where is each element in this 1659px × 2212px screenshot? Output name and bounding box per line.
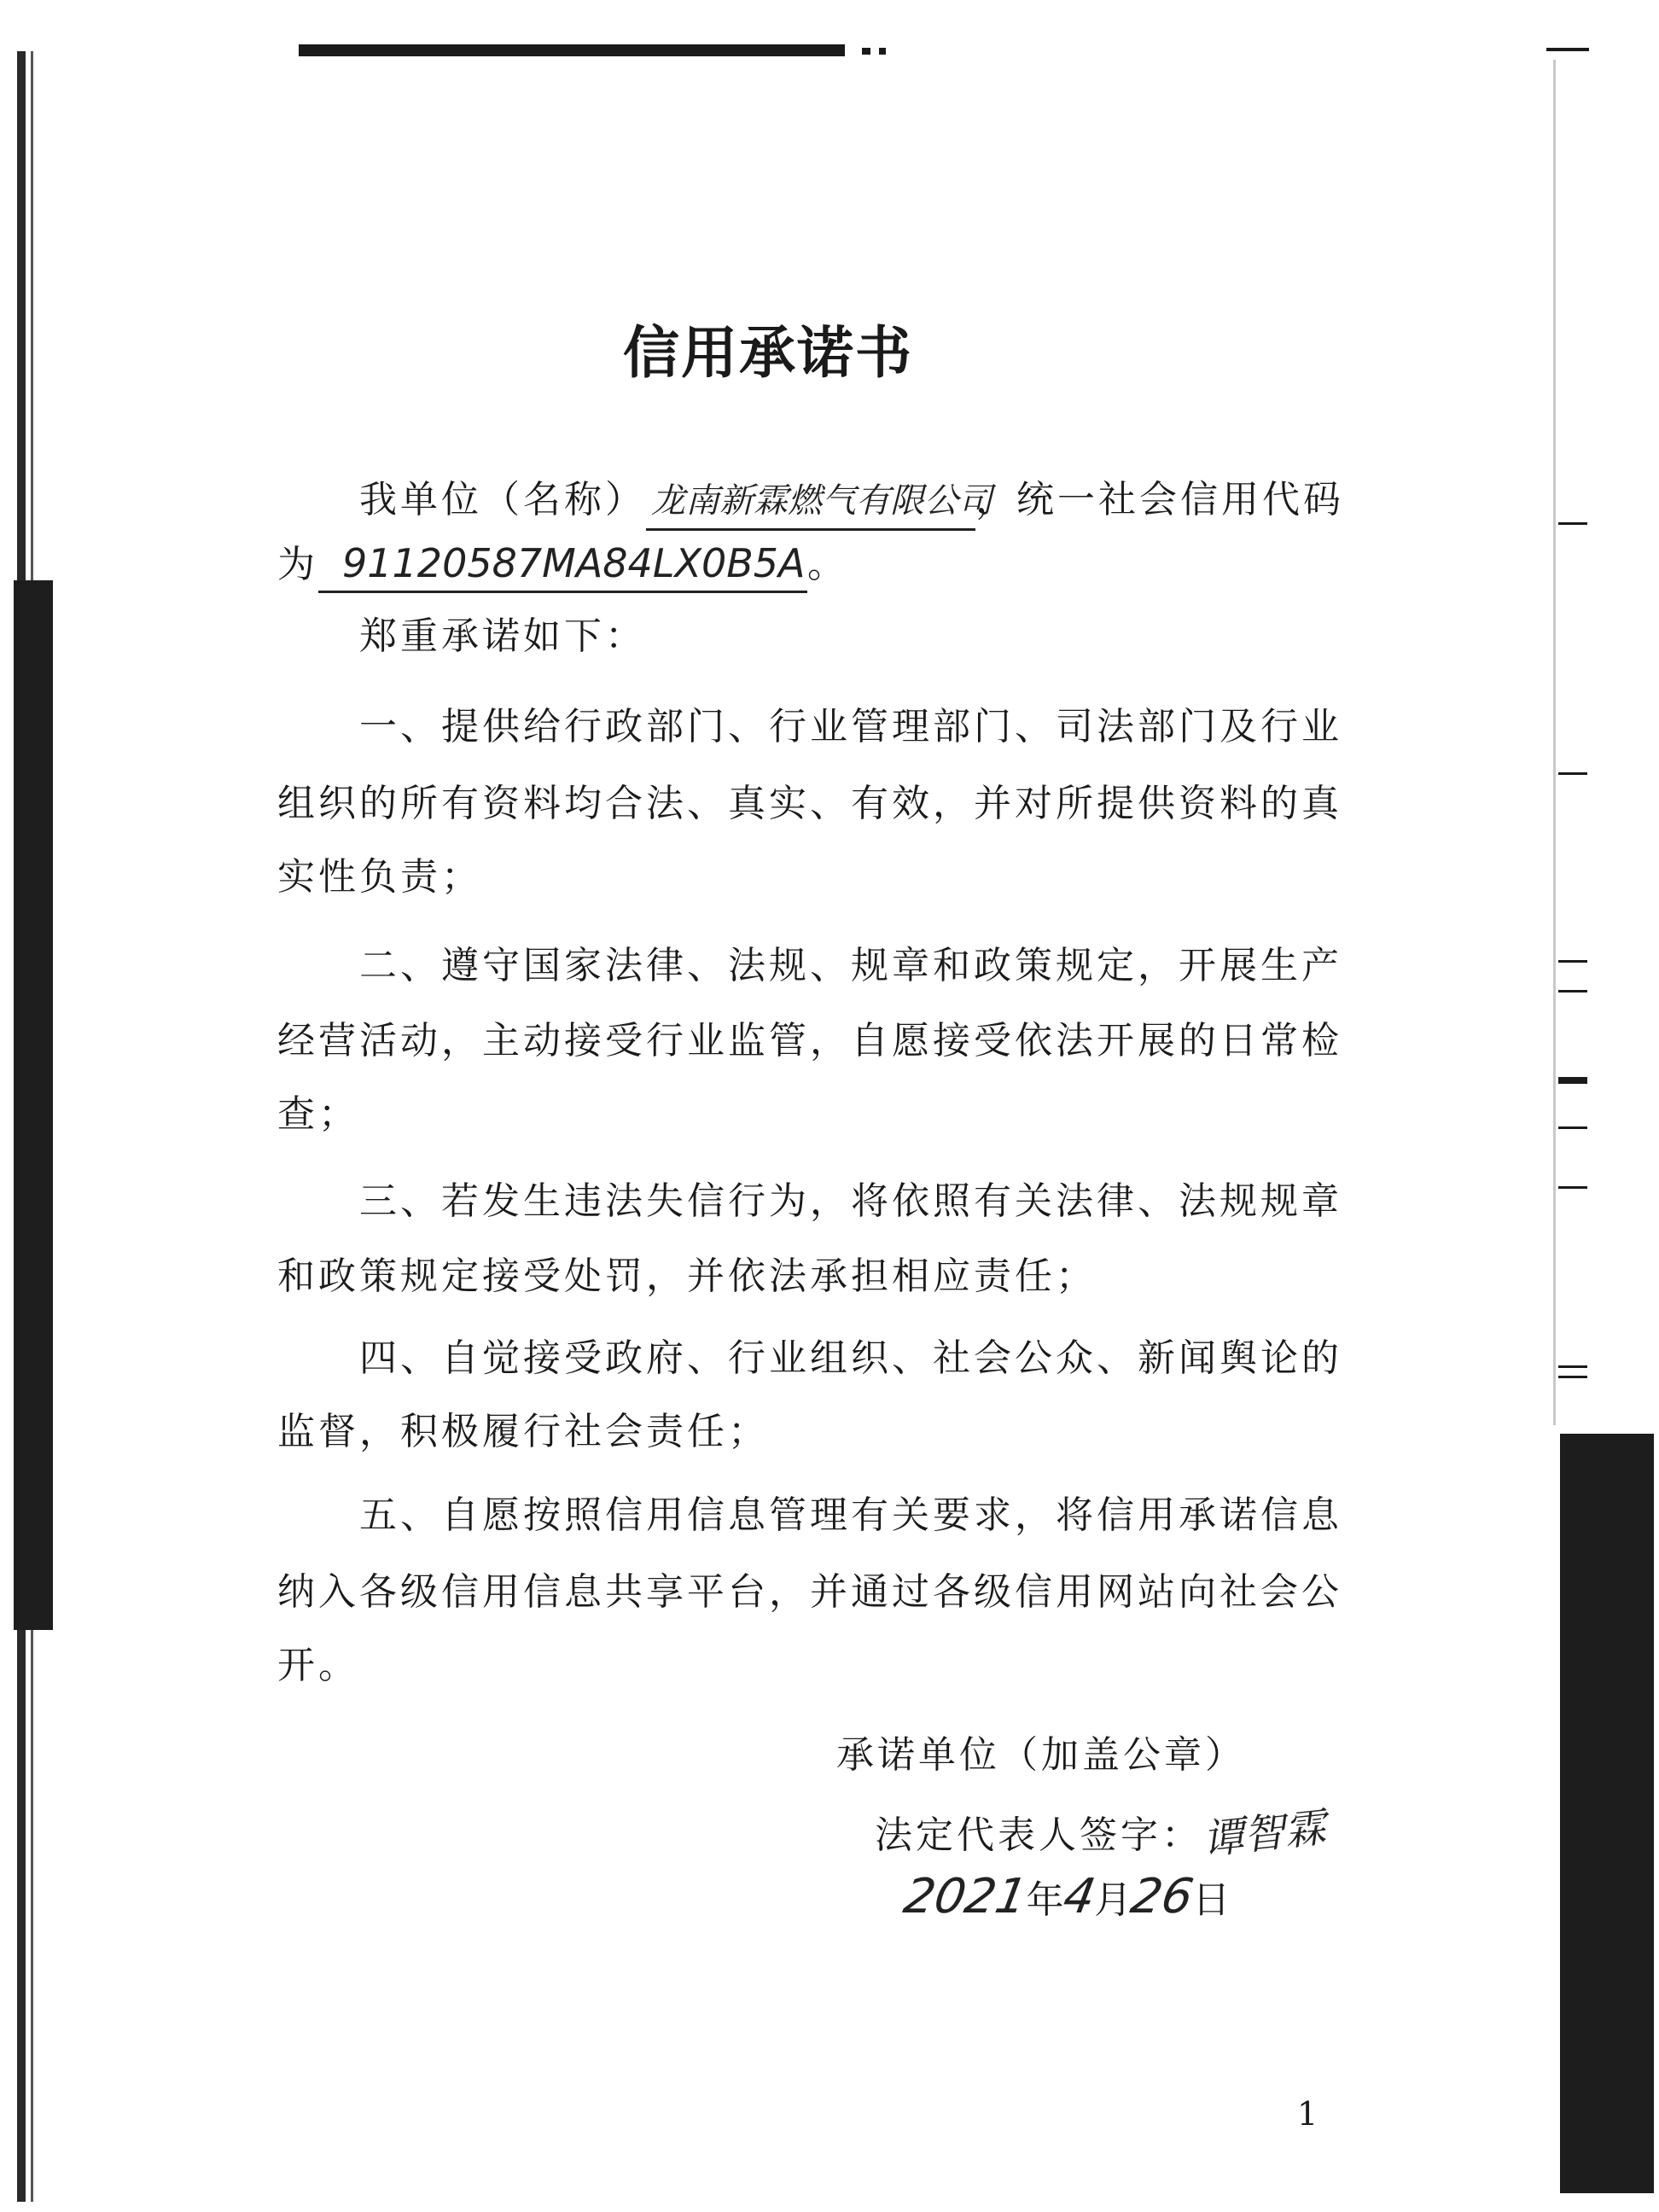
signature-date xyxy=(899,1869,1231,1924)
scan-top-artifact xyxy=(1546,48,1589,51)
clause-2-line-2: 经营活动，主动接受行业监管，自愿接受依法开展的日常检 xyxy=(277,1019,1342,1062)
scan-edge-artifact xyxy=(1558,960,1587,963)
org-name-handwritten: 龙南新霖燃气有限公司 xyxy=(646,474,975,531)
date-day-handwritten: 26 xyxy=(1126,1869,1198,1924)
unit-name-prefix: 我单位（名称） xyxy=(359,478,646,521)
credit-code-handwritten: 91120587MA84LX0B5A xyxy=(318,536,807,593)
scan-edge-artifact xyxy=(14,580,53,1630)
scan-edge-artifact xyxy=(1558,1077,1587,1084)
intro-line: 郑重承诺如下： xyxy=(359,614,646,658)
scan-top-artifact xyxy=(862,48,870,55)
date-day-label: 日 xyxy=(1192,1878,1231,1922)
document-title: 信用承诺书 xyxy=(623,320,913,386)
page-number: 1 xyxy=(1297,2095,1318,2133)
unit-name-suffix: ，统一社会信用代码 xyxy=(975,478,1344,521)
scan-edge-artifact xyxy=(1558,772,1587,775)
scan-edge-artifact xyxy=(1558,1126,1587,1129)
clause-1-line-1: 一、提供给行政部门、行业管理部门、司法部门及行业 xyxy=(359,705,1342,748)
commitment-unit-label: 承诺单位（加盖公章） xyxy=(836,1733,1246,1777)
clause-5-line-2: 纳入各级信用信息共享平台，并通过各级信用网站向社会公 xyxy=(277,1570,1342,1614)
scan-edge-artifact xyxy=(1558,1365,1587,1368)
clause-3-line-1: 三、若发生违法失信行为，将依照有关法律、法规规章 xyxy=(359,1179,1342,1223)
clause-5-line-1: 五、自愿按照信用信息管理有关要求，将信用承诺信息 xyxy=(359,1493,1342,1537)
date-month-handwritten: 4 xyxy=(1058,1869,1099,1924)
date-year-handwritten: 2021 xyxy=(899,1869,1032,1924)
date-year-label: 年 xyxy=(1026,1878,1064,1922)
scan-edge-artifact xyxy=(1558,522,1587,525)
legal-rep-label: 法定代表人签字： xyxy=(875,1813,1202,1857)
clause-2-line-3: 查； xyxy=(277,1092,359,1136)
clause-4-line-2: 监督，积极履行社会责任； xyxy=(277,1410,769,1453)
scan-edge-artifact xyxy=(1558,1376,1587,1378)
clause-1-line-3: 实性负责； xyxy=(277,855,482,899)
credit-code-suffix: 。 xyxy=(807,543,848,586)
scan-edge-artifact xyxy=(1560,1434,1654,2193)
legal-rep-signature: 谭智霖 xyxy=(1200,1803,1329,1865)
clause-1-line-2: 组织的所有资料均合法、真实、有效，并对所提供资料的真 xyxy=(277,782,1342,825)
clause-5-line-3: 开。 xyxy=(277,1644,359,1687)
clause-3-line-2: 和政策规定接受处罚，并依法承担相应责任； xyxy=(277,1254,1097,1298)
scan-edge-artifact xyxy=(1558,1186,1587,1189)
clause-2-line-1: 二、遵守国家法律、法规、规章和政策规定，开展生产 xyxy=(359,944,1342,987)
clause-4-line-1: 四、自觉接受政府、行业组织、社会公众、新闻舆论的 xyxy=(359,1336,1342,1380)
legal-rep-line xyxy=(875,1801,1329,1865)
scan-top-artifact xyxy=(299,44,845,56)
date-month-label: 月 xyxy=(1094,1878,1132,1922)
scan-edge-artifact xyxy=(1553,60,1556,1425)
credit-code-prefix: 为 xyxy=(277,543,318,586)
scan-edge-artifact xyxy=(1558,990,1587,992)
credit-code-line xyxy=(277,526,1336,604)
scan-top-artifact xyxy=(879,48,886,55)
